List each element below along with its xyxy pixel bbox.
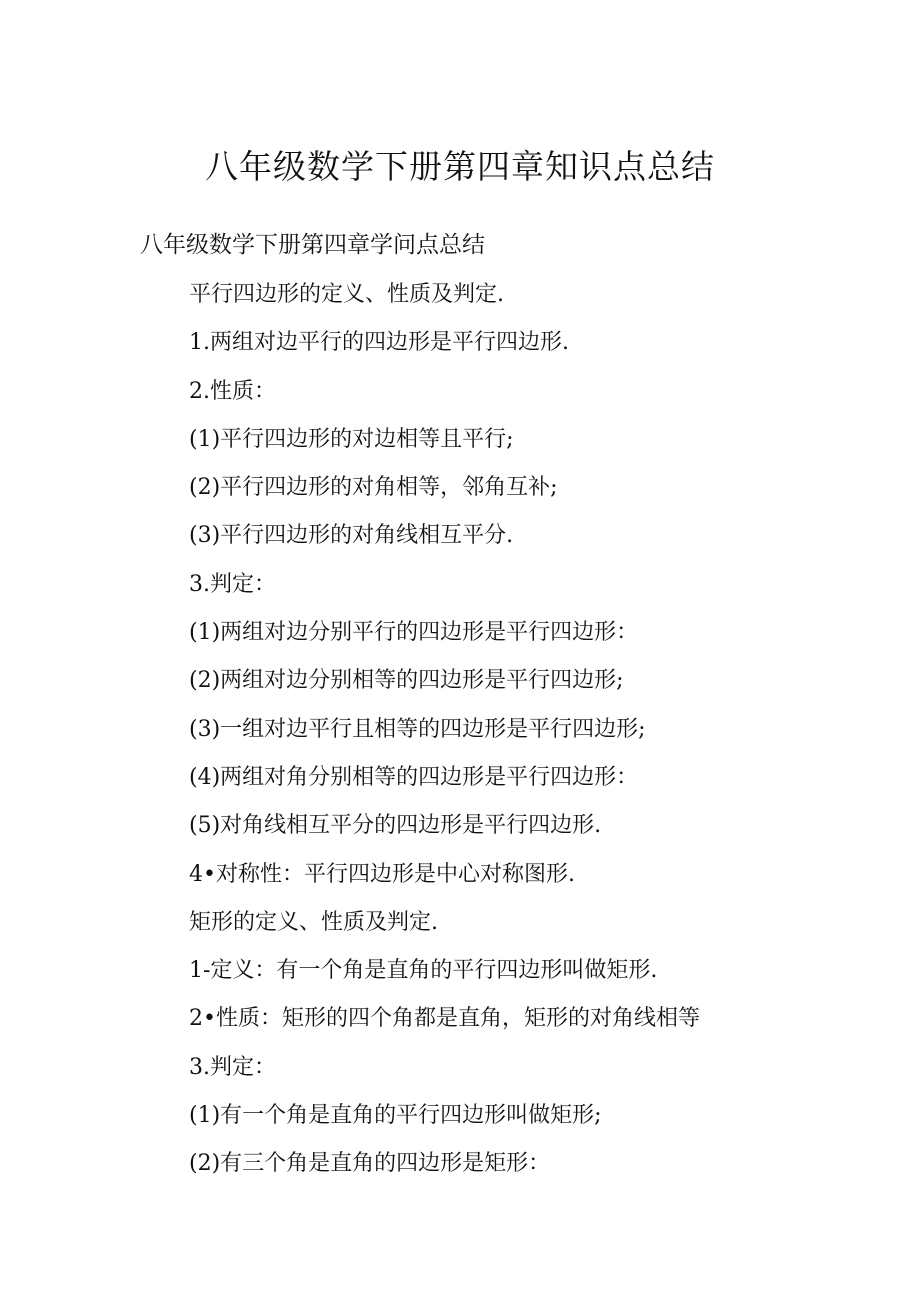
content-line: 3.判定： [189,571,276,597]
document-subtitle: 八年级数学下册第四章学问点总结 [140,232,485,258]
content-line: 1-定义：有一个角是直角的平行四边形叫做矩形. [189,958,658,984]
page-title: 八年级数学下册第四章知识点总结 [205,147,715,186]
content-line: 4•对称性：平行四边形是中心对称图形. [189,861,575,887]
content-line: 平行四边形的定义、性质及判定. [189,282,504,307]
content-line: 2.性质： [189,378,276,404]
content-line: (2)有三个角是直角的四边形是矩形： [189,1151,551,1177]
content-line: (3)平行四边形的对角线相互平分. [189,523,514,549]
content-line: (3)一组对边平行且相等的四边形是平行四边形; [189,716,646,742]
content-line: 2•性质：矩形的四个角都是直角，矩形的对角线相等 [189,1006,700,1032]
content-line: (1)两组对边分别平行的四边形是平行四边形： [189,620,639,646]
content-line: (1)有一个角是直角的平行四边形叫做矩形; [189,1103,602,1129]
content-line: (4)两组对角分别相等的四边形是平行四边形： [189,764,639,790]
content-lines [189,278,700,1196]
content-line: 1.两组对边平行的四边形是平行四边形. [189,330,569,356]
content-line: (2)平行四边形的对角相等，邻角互补; [189,475,558,501]
content-line: 矩形的定义、性质及判定. [189,909,438,935]
content-line: 3.判定： [189,1054,276,1080]
content-line: (1)平行四边形的对边相等且平行; [189,426,514,452]
content-line: (5)对角线相互平分的四边形是平行四边形. [189,813,602,839]
content-line: (2)两组对边分别相等的四边形是平行四边形; [189,668,624,694]
